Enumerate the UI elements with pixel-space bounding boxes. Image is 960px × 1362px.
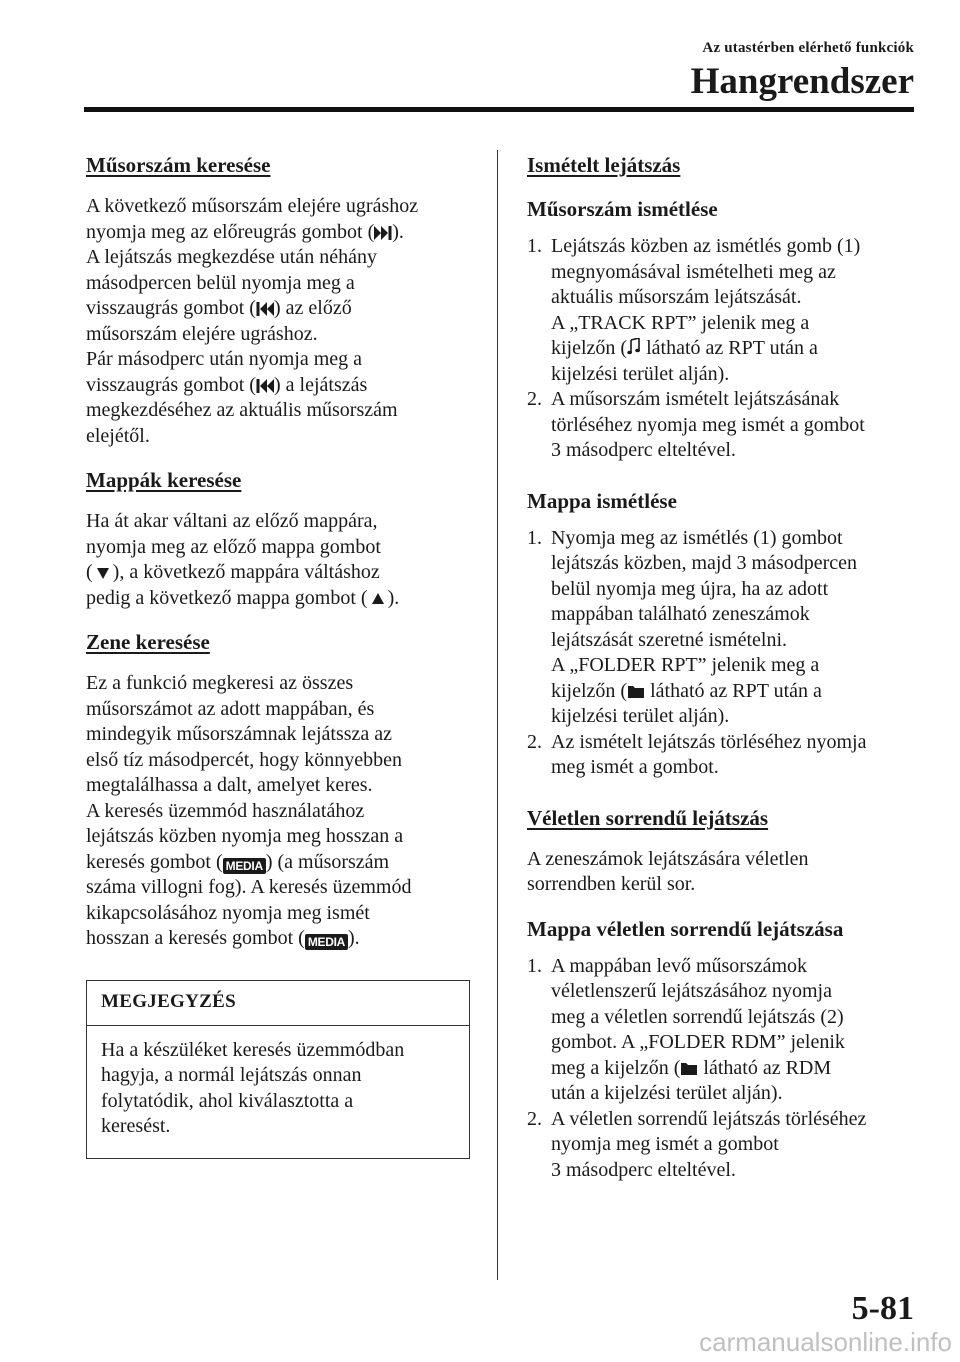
column-divider <box>497 150 498 1280</box>
page-number: 5-81 <box>851 1290 914 1327</box>
para-folder-search: Ha át akar váltani az előző mappára, nyomja meg az előző mappa gombot ( ), a következő mappára váltáshoz pedig a következő mappa gombot ( ). <box>86 510 400 609</box>
folder-icon <box>627 683 645 699</box>
note-title: MEGJEGYZÉS <box>87 981 469 1026</box>
heading-repeat-play: Ismételt lejátszás <box>527 153 681 177</box>
steps-track-repeat <box>527 234 917 464</box>
steps-folder-random <box>527 954 917 1184</box>
heading-music-search: Zene keresése <box>86 630 210 654</box>
list-item: 1. Lejátszás közben az ismétlés gomb (1) megnyomásával ismételheti meg az aktuális műsorszám lejátszását. A „TRACK RPT” jelenik meg a kijelzőn ( látható az RPT után a kijelzési terület alján). <box>527 235 861 385</box>
folder-icon <box>680 1060 698 1076</box>
chapter-title: Hangrendszer <box>690 61 914 102</box>
note-box <box>86 980 470 1159</box>
list-item: 2. A műsorszám ismételt lejátszásának törléséhez nyomja meg ismét a gombot 3 másodperc elteltével. <box>527 388 865 461</box>
media-button-icon: MEDIA <box>305 934 348 950</box>
para-track-search: A következő műsorszám elejére ugráshoz nyomja meg az előreugrás gombot ( ). A lejátszás megkezdése után néhány másodpercen belül nyomja meg a visszaugrás gombot ( ) az előző műsorszám elejére ugráshoz. Pár másodperc után nyomja meg a visszaugrás gombot ( ) a lejátszás megkezdéséhez az aktuális műsorszám elejétől. <box>86 195 419 447</box>
heading-track-repeat: Műsorszám ismétlése <box>527 197 718 221</box>
note-body: Ha a készüléket keresés üzemmódban hagyja, a normál lejátszás onnan folytatódik, ahol kiválasztotta a keresést. <box>101 1038 405 1137</box>
skip-forward-icon <box>374 226 392 240</box>
list-item: 2. Az ismételt lejátszás törléséhez nyomja meg ismét a gombot. <box>527 730 867 778</box>
right-column <box>527 150 917 1205</box>
skip-back-icon <box>256 379 274 393</box>
left-column <box>86 150 470 1159</box>
list-item: 2. A véletlen sorrendű lejátszás törléséhez nyomja meg ismét a gombot 3 másodperc elteltével. <box>527 1107 867 1181</box>
folder-up-icon <box>368 592 388 606</box>
steps-folder-repeat <box>527 526 917 781</box>
heading-folder-repeat: Mappa ismétlése <box>527 488 677 513</box>
music-note-icon <box>627 338 641 356</box>
list-item: 1. A mappában levő műsorszámok véletlenszerű lejátszásához nyomja meg a véletlen sorrendű lejátszás (2) gombot. A „FOLDER RDM” jelenik meg a kijelzőn ( látható az RDM után a kijelzési terület alján). <box>527 954 845 1104</box>
heading-track-search: Műsorszám keresése <box>86 153 271 177</box>
watermark: carmanualsonline.info <box>699 1327 952 1357</box>
para-music-search: Ez a funkció megkeresi az összes műsorszámot az adott mappában, és mindegyik műsorszámnak lejátssza az első tíz másodpercét, hogy könnyebben megtalálhassa a dalt, amelyet keres. A keresés üzemmód használatához lejátszás közben nyomja meg hosszan a keresés gombot ( MEDIA ) (a műsorszám száma villogni fog). A keresés üzemmód kikapcsolásához nyomja meg ismét hosszan a keresés gombot ( MEDIA ). <box>86 672 412 949</box>
heading-random-play: Véletlen sorrendű lejátszás <box>527 805 769 830</box>
heading-folder-search: Mappák keresése <box>86 468 242 492</box>
media-button-icon: MEDIA <box>223 858 266 874</box>
chapter-subtitle: Az utastérben elérhető funkciók <box>702 40 914 56</box>
folder-down-icon <box>93 566 113 580</box>
skip-back-icon <box>256 302 274 316</box>
header-rule <box>84 107 914 112</box>
para-random-play: A zeneszámok lejátszására véletlen sorrendben kerül sor. <box>527 847 809 895</box>
heading-folder-random: Mappa véletlen sorrendű lejátszása <box>527 916 844 941</box>
list-item: 1. Nyomja meg az ismétlés (1) gombot lejátszás közben, majd 3 másodpercen belül nyomja meg újra, ha az adott mappában található zeneszámok lejátszását szeretné ismételni. A „FOLDER RPT” jelenik meg a kijelzőn ( látható az RPT után a kijelzési terület alján). <box>527 526 857 727</box>
